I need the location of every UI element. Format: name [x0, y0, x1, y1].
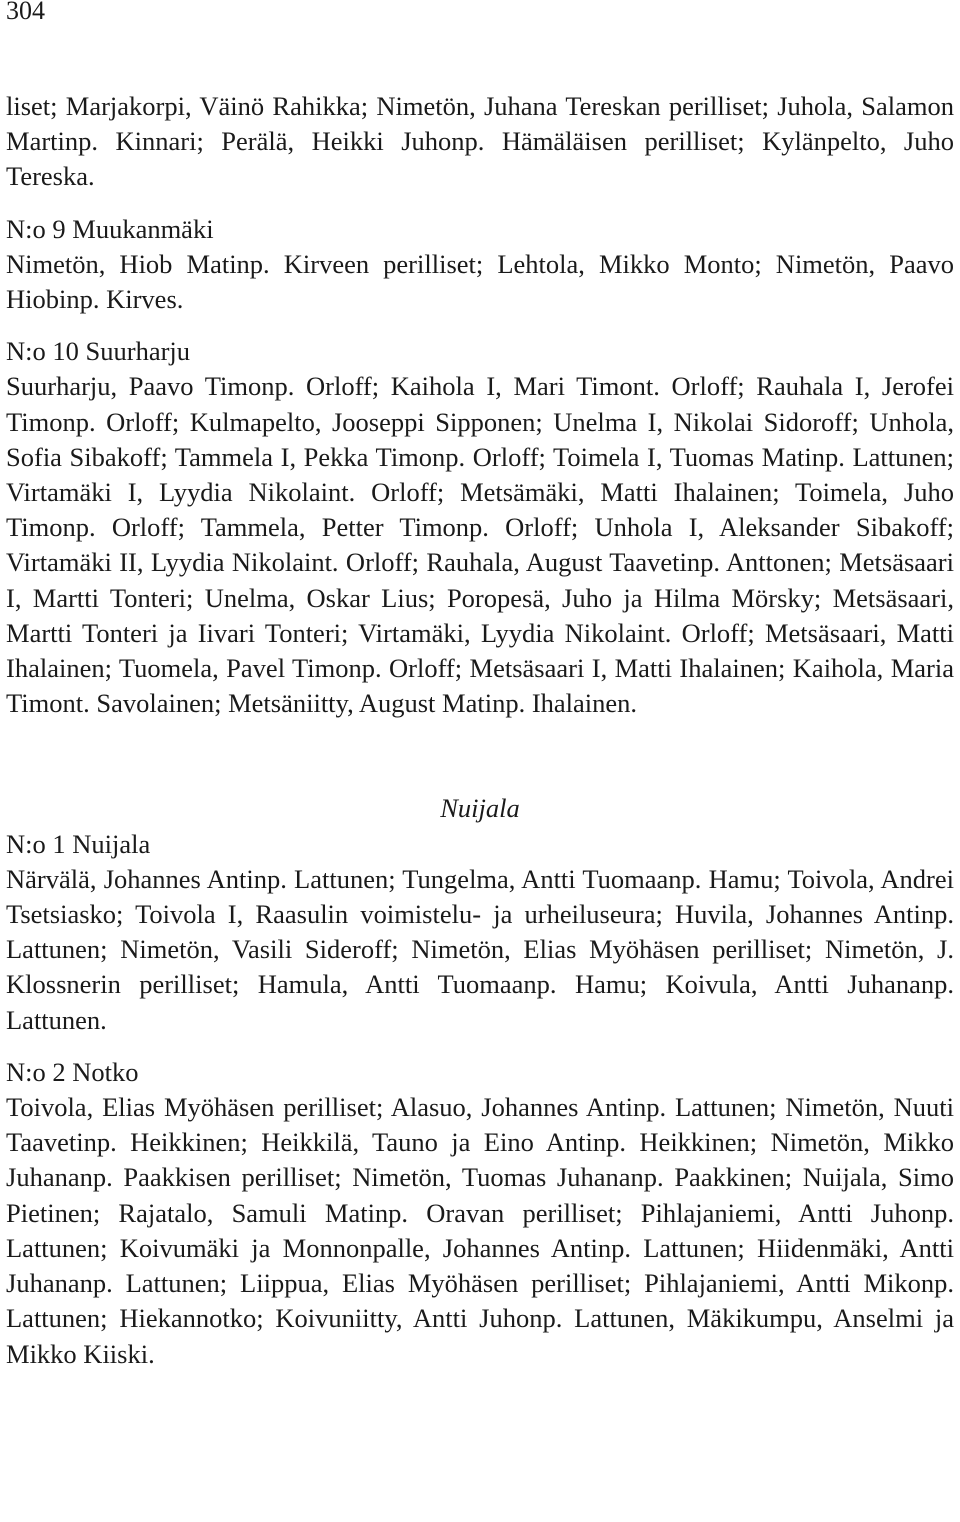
page-body — [6, 89, 954, 1372]
section-title-nuijala: Nuijala — [440, 793, 520, 824]
page-number: 304 — [6, 0, 45, 25]
heading-suurharju: N:o 10 Suurharju — [6, 336, 191, 367]
paragraph-notko: Toivola, Elias Myöhäsen perilliset; Alasuo, Johannes Antinp. Lattunen; Nimetön, Nuuti Taavetinp. Heikkinen; Heikkilä, Tauno ja Eino Antinp. Heikkinen; Nimetön, Mikko Juhananp. Paakkisen perilliset; Nimetön, Tuomas Juhananp. Paakkinen; Nuijala, Simo Pietinen; Rajatalo, Samuli Matinp. Oravan perilliset; Pihlajaniemi, Antti Juhonp. Lattunen; Koivumäki ja Monnonpalle, Johannes Antinp. Lattunen; Hiidenmäki, Antti Juhananp. Lattunen; Liippua, Elias Myöhäsen perilliset; Pihlajaniemi, Antti Mikonp. Lattunen; Hiekannotko; Koivuniitty, Antti Juhonp. Lattunen, Mäkikumpu, Anselmi ja Mikko Kiiski. — [6, 1092, 954, 1369]
paragraph-continuation: liset; Marjakorpi, Väinö Rahikka; Nimetön, Juhana Tereskan perilliset; Juhola, Salamon Martinp. Kinnari; Perälä, Heikki Juhonp. Hämäläisen perilliset; Kylänpelto, Juho Tereska. — [6, 91, 954, 192]
paragraph-nuijala: Närvälä, Johannes Antinp. Lattunen; Tungelma, Antti Tuomaanp. Hamu; Toivola, Andrei Tsetsiasko; Toivola I, Raasulin voimistelu- ja urheiluseura; Huvila, Johannes Antinp. Lattunen; Nimetön, Vasili Sideroff; Nimetön, Elias Myöhäsen perilliset; Nimetön, J. Klossnerin perilliset; Hamula, Antti Tuomaanp. Hamu; Koivula, Antti Juhananp. Lattunen. — [6, 863, 954, 1035]
paragraph-muukanmaki: Nimetön, Hiob Matinp. Kirveen perilliset; Lehtola, Mikko Monto; Nimetön, Paavo Hiobinp. Kirves. — [6, 248, 954, 315]
paragraph-suurharju: Suurharju, Paavo Timonp. Orloff; Kaihola I, Mari Timont. Orloff; Rauhala I, Jerofei Timonp. Orloff; Kulmapelto, Jooseppi Sipponen; Unelma I, Nikolai Sidoroff; Unhola, Sofia Sibakoff; Tammela I, Pekka Timonp. Orloff; Toimela I, Tuomas Matinp. Lattunen; Virtamäki I, Lyydia Nikolaint. Orloff; Metsämäki, Matti Ihalainen; Toimela, Juho Timonp. Orloff; Tammela, Petter Timonp. Orloff; Unhola I, Aleksander Sibakoff; Virtamäki II, Lyydia Nikolaint. Orloff; Rauhala, August Taavetinp. Anttonen; Metsäsaari I, Martti Tonteri; Unelma, Oskar Lius; Poropesä, Juho ja Hilma Mörsky; Metsäsaari, Martti Tonteri ja Iivari Tonteri; Virtamäki, Lyydia Nikolaint. Orloff; Metsäsaari, Matti Ihalainen; Tuomela, Pavel Timonp. Orloff; Metsäsaari I, Matti Ihalainen; Kaihola, Maria Timont. Savolainen; Metsäniitty, August Matinp. Ihalainen. — [6, 371, 954, 719]
heading-nuijala: N:o 1 Nuijala — [6, 828, 151, 859]
heading-notko: N:o 2 Notko — [6, 1056, 139, 1087]
heading-muukanmaki: N:o 9 Muukanmäki — [6, 213, 214, 244]
